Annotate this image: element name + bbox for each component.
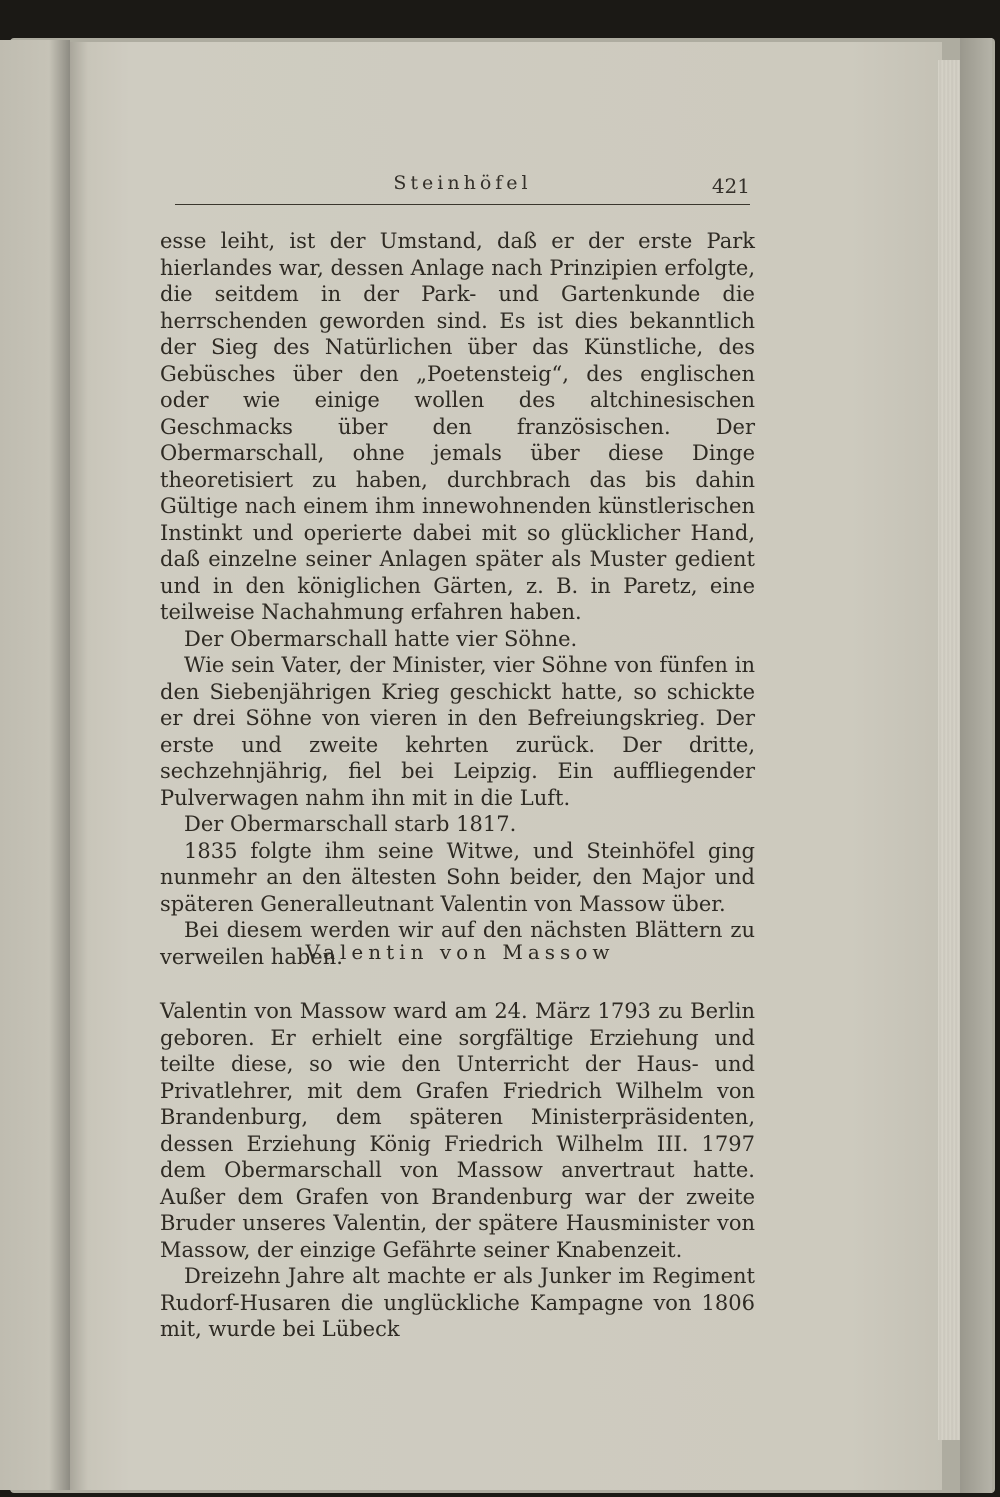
paragraph: Der Obermarschall hatte vier Söhne. — [184, 626, 578, 651]
paragraph: Der Obermarschall starb 1817. — [184, 812, 517, 836]
page-number: 421 — [711, 174, 750, 198]
page-edges — [938, 60, 960, 1440]
body-text-section-2 — [160, 998, 755, 1343]
paragraph: Dreizehn Jahre alt machte er als Junker im Regiment Rudorf-Husaren die unglückliche Kampagne von 1806 mit, wurde bei Lübeck — [160, 1264, 755, 1341]
paragraph: Wie sein Vater, der Minister, vier Söhne von fünfen in den Siebenjährigen Krieg geschickt hatte, so schickte er drei Söhne von vieren in den Befreiungskrieg. Der erste und zweite kehrten zurück. Der dritte, sechzehnjährig, fiel bei Leipzig. Ein auffliegender Pulverwagen nahm ihn mit in die Luft. — [160, 653, 755, 810]
cover-edge — [960, 38, 992, 1493]
section-heading: Valentin von Massow — [305, 940, 615, 964]
paragraph: esse leiht, ist der Umstand, daß er der erste Park hierlandes war, dessen Anlage nach Prinzipien erfolgte, die seitdem in der Park- und Gartenkunde die herrschenden geworden sind. Es ist dies bekanntlich der Sieg des Natürlichen über das Künstliche, des Gebüsches über den „Poetensteig“, des englischen oder wie einige wollen des altchinesischen Geschmacks über den französischen. Der Obermarschall, ohne jemals über diese Dinge theoretisiert zu haben, durchbrach das bis dahin Gültige nach einem ihm innewohnenden künstlerischen Instinkt und operierte dabei mit so glücklicher Hand, daß einzelne seiner Anlagen später als Muster gedient und in den königlichen Gärten, z. B. in Paretz, eine teilweise Nachahmung erfahren haben. — [160, 229, 755, 624]
paragraph: Bei diesem werden wir auf den nächsten Blättern zu verweilen haben. — [160, 918, 755, 969]
paragraph: 1835 folgte ihm seine Witwe, und Steinhöfel ging nunmehr an den ältesten Sohn beider, den Major und späteren Generalleutnant Valentin von Massow über. — [160, 838, 755, 916]
paragraph: Valentin von Massow ward am 24. März 1793 zu Berlin geboren. Er erhielt eine sorgfältige Erziehung und teilte diese, so wie den Unterricht der Haus- und Privatlehrer, mit dem Grafen Friedrich Wilhelm von Brandenburg, dem späteren Ministerpräsidenten, dessen Erziehung König Friedrich Wilhelm III. 1797 dem Obermarschall von Massow anvertraut hatte. Außer dem Grafen von Brandenburg war der zweite Bruder unseres Valentin, der spätere Hausminister von Massow, der einzige Gefährte seiner Knabenzeit. — [160, 999, 755, 1262]
left-page — [0, 40, 70, 1490]
body-text-section-1 — [160, 228, 755, 970]
running-head: Steinhöfel — [393, 172, 532, 194]
page-header — [175, 170, 750, 205]
